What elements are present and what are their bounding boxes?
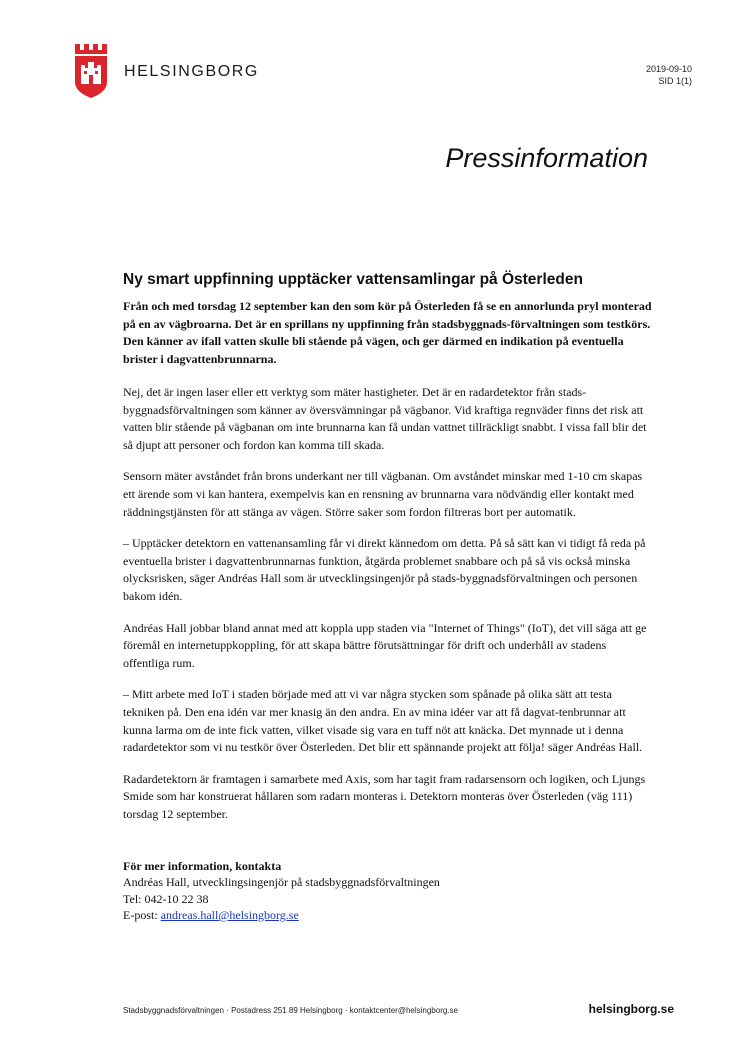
document-type-title: Pressinformation: [445, 143, 648, 173]
article-paragraph: – Mitt arbete med IoT i staden började med att vi var några stycken som spånade på olika sätt att testa tekniken på. Den ena idén var mer knasig än den andra. En av mina idéer var att få dagvat-tenbrunnar att kunna larma om de inte fick vatten, vilket visade sig vara en tuff nöt att knäcka. Det mynnade ut i denna radardetektor som vi nu testkör över Österleden. Det blir ett spännande projekt att följa! säger Andréas Hall.: [123, 687, 643, 755]
footer-address: Stadsbyggnadsförvaltningen · Postadress 251 89 Helsingborg · kontaktcenter@helsingborg.se: [123, 1006, 458, 1015]
contact-name: Andréas Hall, utvecklingsingenjör på stadsbyggnadsförvaltningen: [123, 875, 440, 890]
article-paragraph: Radardetektorn är framtagen i samarbete med Axis, som har tagit fram radarsensorn och logiken, och Ljungs Smide som har konstruerat hållaren som radarn monteras i. Detektorn monteras över Österleden (väg 111) torsdag 12 september.: [123, 771, 646, 821]
contact-email-line: [123, 907, 440, 923]
article-paragraph: – Upptäcker detektorn en vattenansamling får vi direkt kännedom om detta. På så sätt kan vi tidigt få reda på eventuella brister i dagvattenbrunnarnas funktion, åtgärda problemet snabbare och på så vis också minska olycksrisken, säger Andréas Hall som är utvecklingsingenjör på stads-byggnadsförvaltningen och personen bakom idén.: [123, 536, 646, 603]
helsingborg-crest-icon: [75, 44, 107, 98]
contact-block: [123, 858, 440, 923]
article: [123, 270, 653, 837]
document-meta: [646, 63, 692, 87]
article-lead: Från och med torsdag 12 september kan den som kör på Österleden få se en annorlunda pryl monterad på en av vägbroarna. Det är en sprillans ny uppfinning från stadsbyggnads-förvaltningen som testkörs. Den känner av ifall vatten skulle bli stående på vägen, och ger därmed en indikation på eventuella brister i dagvattenbrunnarna.: [123, 299, 652, 366]
helsingborg-crest-svg: [75, 44, 107, 98]
article-paragraph: Sensorn mäter avståndet från brons underkant ner till vägbanan. Om avståndet minskar med 1-10 cm skapas ett ärende som vi kan hantera, exempelvis kan en rensning av brunnarna vara nödvändig eller kontakt med räddningstjänsten för att stänga av vägen. Större saker som fordon filtreras bort per automatik.: [123, 469, 643, 519]
contact-phone: Tel: 042-10 22 38: [123, 891, 209, 906]
contact-label: För mer information, kontakta: [123, 859, 282, 873]
footer-site: helsingborg.se: [588, 1002, 674, 1016]
article-headline: Ny smart uppfinning upptäcker vattensamlingar på Österleden: [123, 271, 583, 288]
brand-name: HELSINGBORG: [124, 63, 259, 80]
contact-email-prefix: E-post:: [123, 907, 161, 922]
contact-email-link[interactable]: andreas.hall@helsingborg.se: [160, 907, 299, 922]
page-number: SID 1(1): [658, 76, 692, 86]
document-date: 2019-09-10: [645, 64, 692, 74]
article-paragraph: Andréas Hall jobbar bland annat med att koppla upp staden via "Internet of Things" (IoT), det vill säga att ge föremål en internetuppkoppling, för att skapa bättre förutsättningar för drift och underhåll av stadens offentliga rum.: [123, 620, 647, 670]
article-paragraph: Nej, det är ingen laser eller ett verktyg som mäter hastigheter. Det är en radardetektor från stads-byggnadsförvaltningen som känner av översvämningar på vägbanor. Vid kraftiga regnväder finns det risk att vatten blir stående på vägbanan om inte brunnarna kan få undan vattnet tillräckligt snabbt. I vissa fall blir det så djupt att personer och fordon kan komma till skada.: [123, 385, 647, 452]
